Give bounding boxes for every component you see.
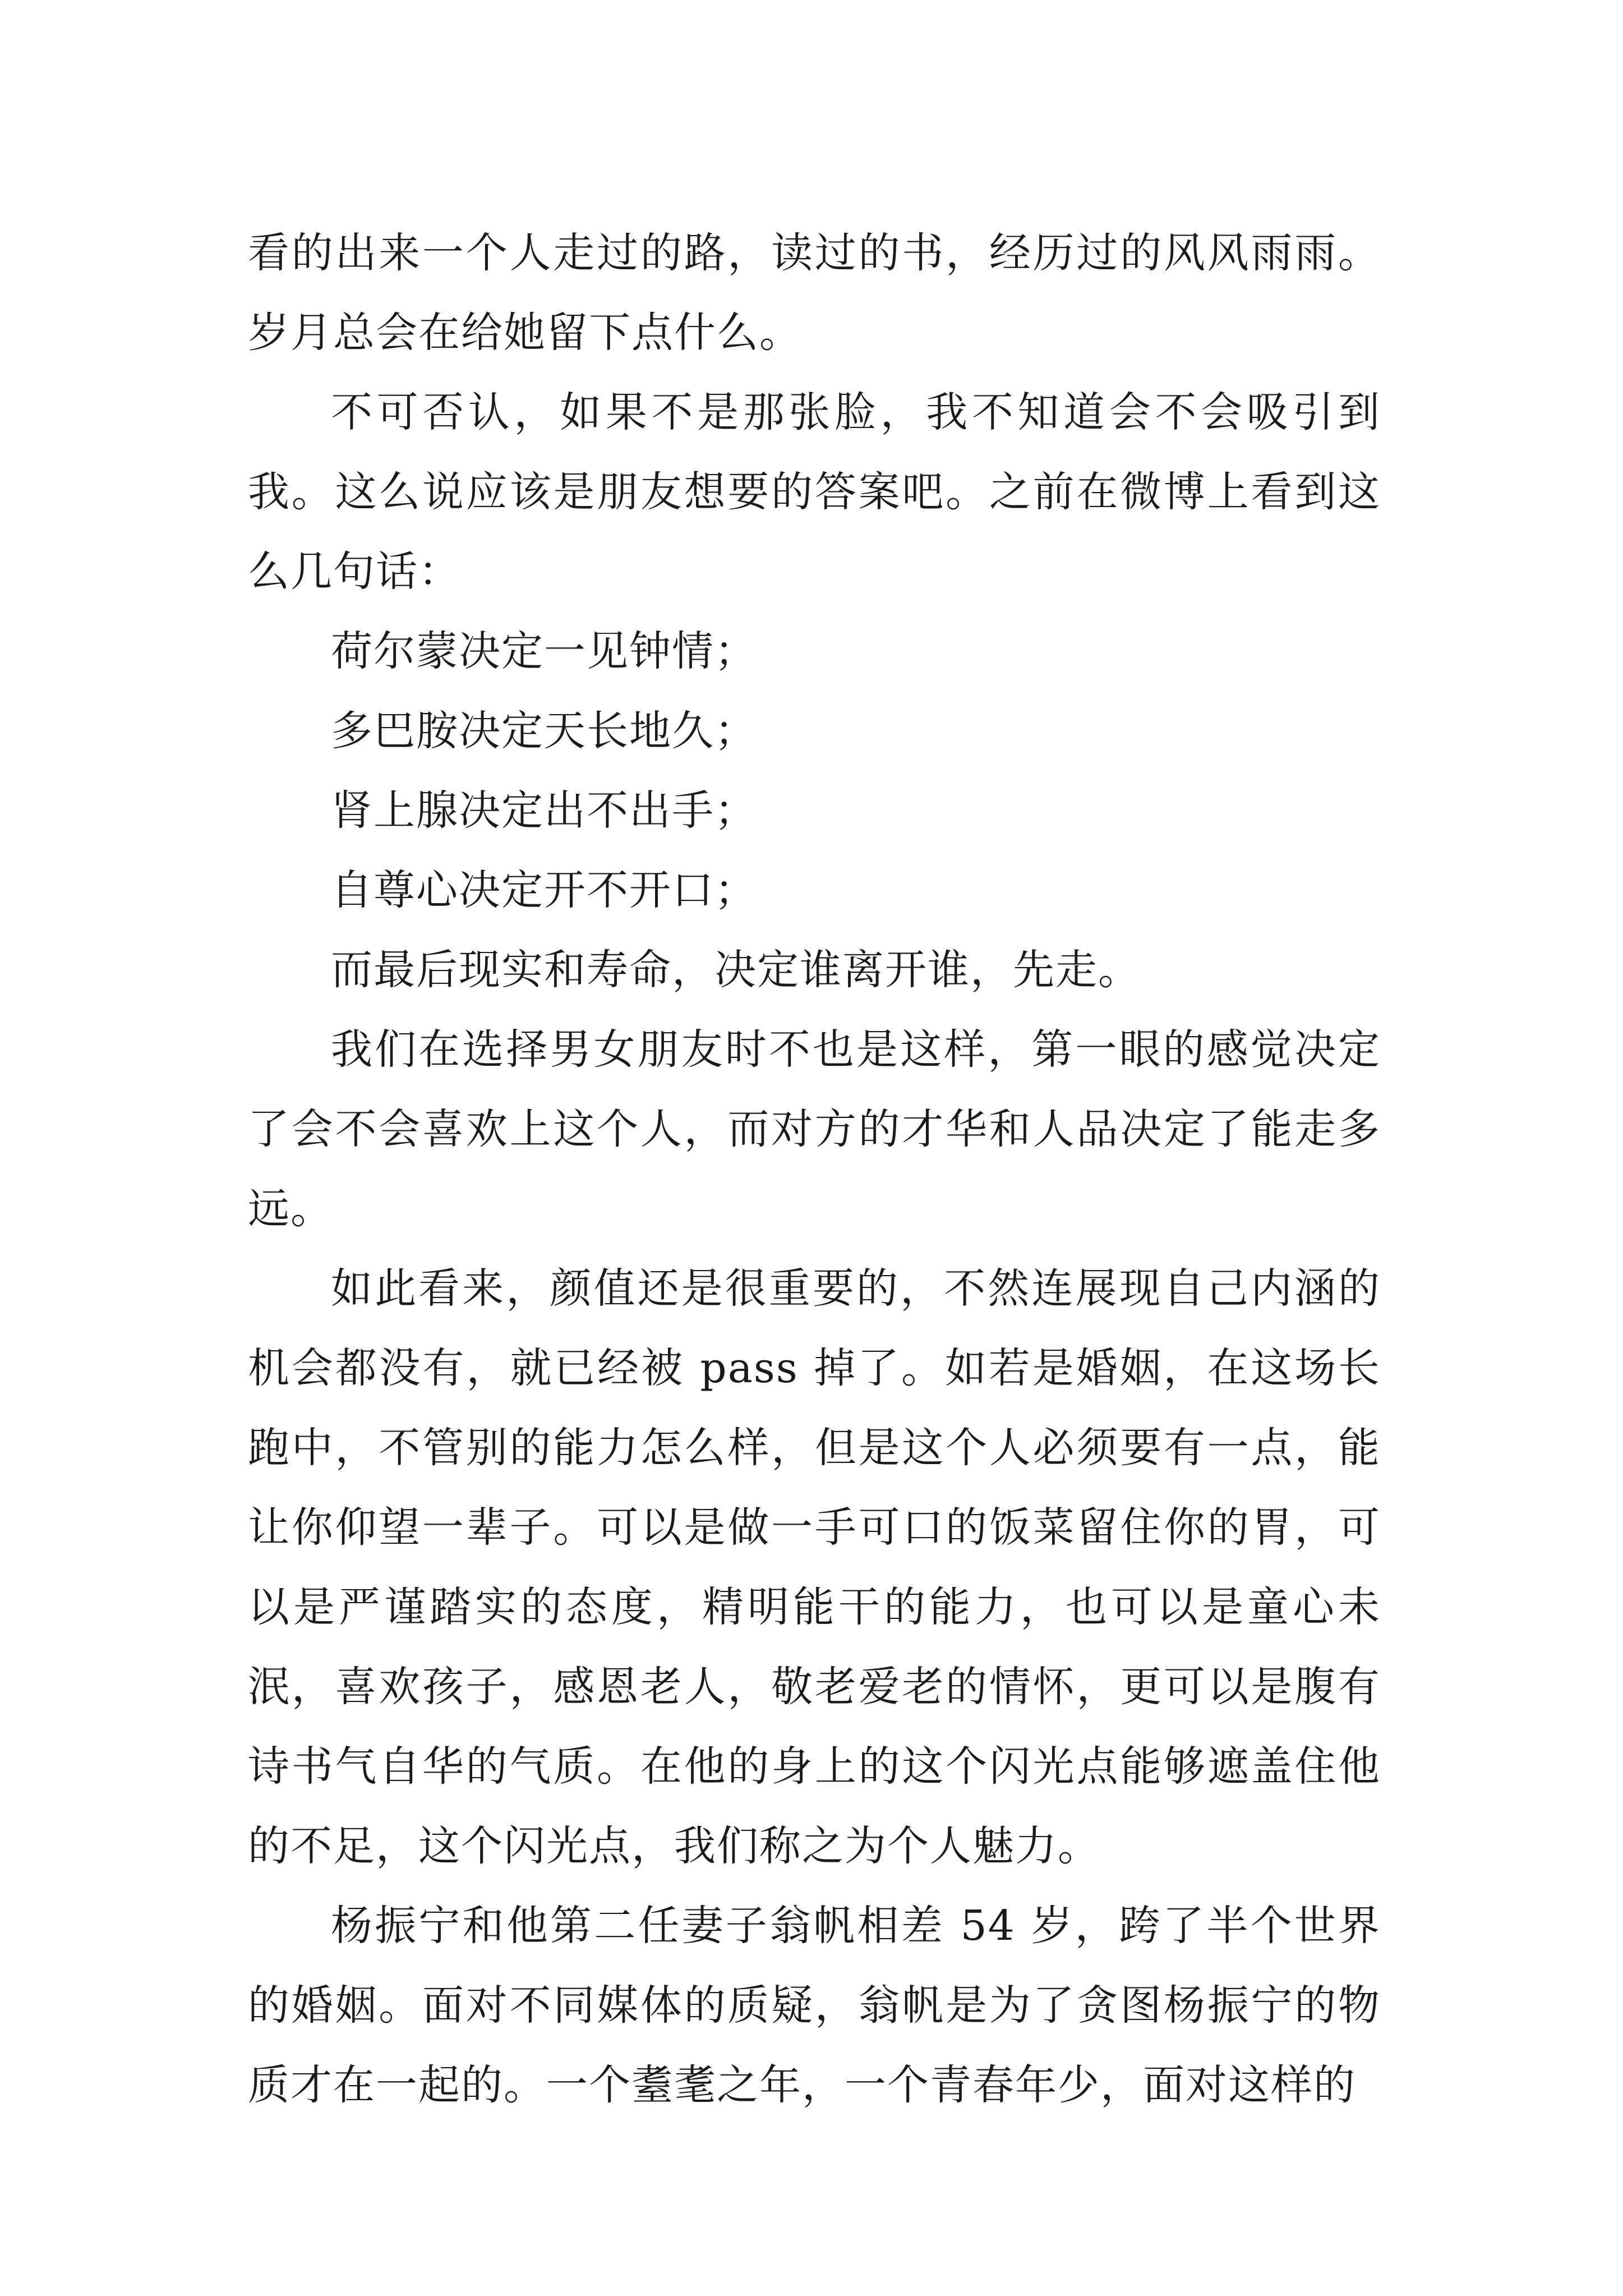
paragraph-4: 如此看来，颜值还是很重要的，不然连展现自己内涵的机会都没有，就已经被 pass 掉了。如若是婚姻，在这场长跑中，不管别的能力怎么样，但是这个人必须要有一点，能让你仰望一辈子。可以是做一手可口的饭菜留住你的胃，可以是严谨踏实的态度，精明能干的能力，也可以是童心未泯，喜欢孩子，感恩老人，敬老爱老的情怀，更可以是腹有诗书气自华的气质。在他的身上的这个闪光点能够遮盖住他的不足，这个闪光点，我们称之为个人魅力。 — [248, 1264, 1381, 1870]
poem-line-2: 多巴胺决定天长地久； — [331, 707, 757, 755]
document-body — [248, 213, 1381, 2125]
poem-line-5: 而最后现实和寿命，决定谁离开谁，先走。 — [331, 946, 1141, 994]
paragraph-1: 看的出来一个人走过的路，读过的书，经历过的风风雨雨。岁月总会在给她留下点什么。 — [248, 229, 1381, 357]
paragraph-5: 杨振宁和他第二任妻子翁帆相差 54 岁，跨了半个世界的婚姻。面对不同媒体的质疑，翁帆是为了贪图杨振宁的物质才在一起的。一个耋耄之年，一个青春年少，面对这样的 — [248, 1902, 1381, 2109]
paragraph-3: 我们在选择男女朋友时不也是这样，第一眼的感觉决定了会不会喜欢上这个人，而对方的才华和人品决定了能走多远。 — [248, 1025, 1381, 1233]
paragraph-2: 不可否认，如果不是那张脸，我不知道会不会吸引到我。这么说应该是朋友想要的答案吧。之前在微博上看到这么几句话： — [248, 388, 1381, 596]
poem-line-4: 自尊心决定开不开口； — [331, 866, 757, 914]
poem-line-1: 荷尔蒙决定一见钟情； — [331, 627, 757, 675]
poem-line-3: 肾上腺决定出不出手； — [331, 786, 757, 835]
